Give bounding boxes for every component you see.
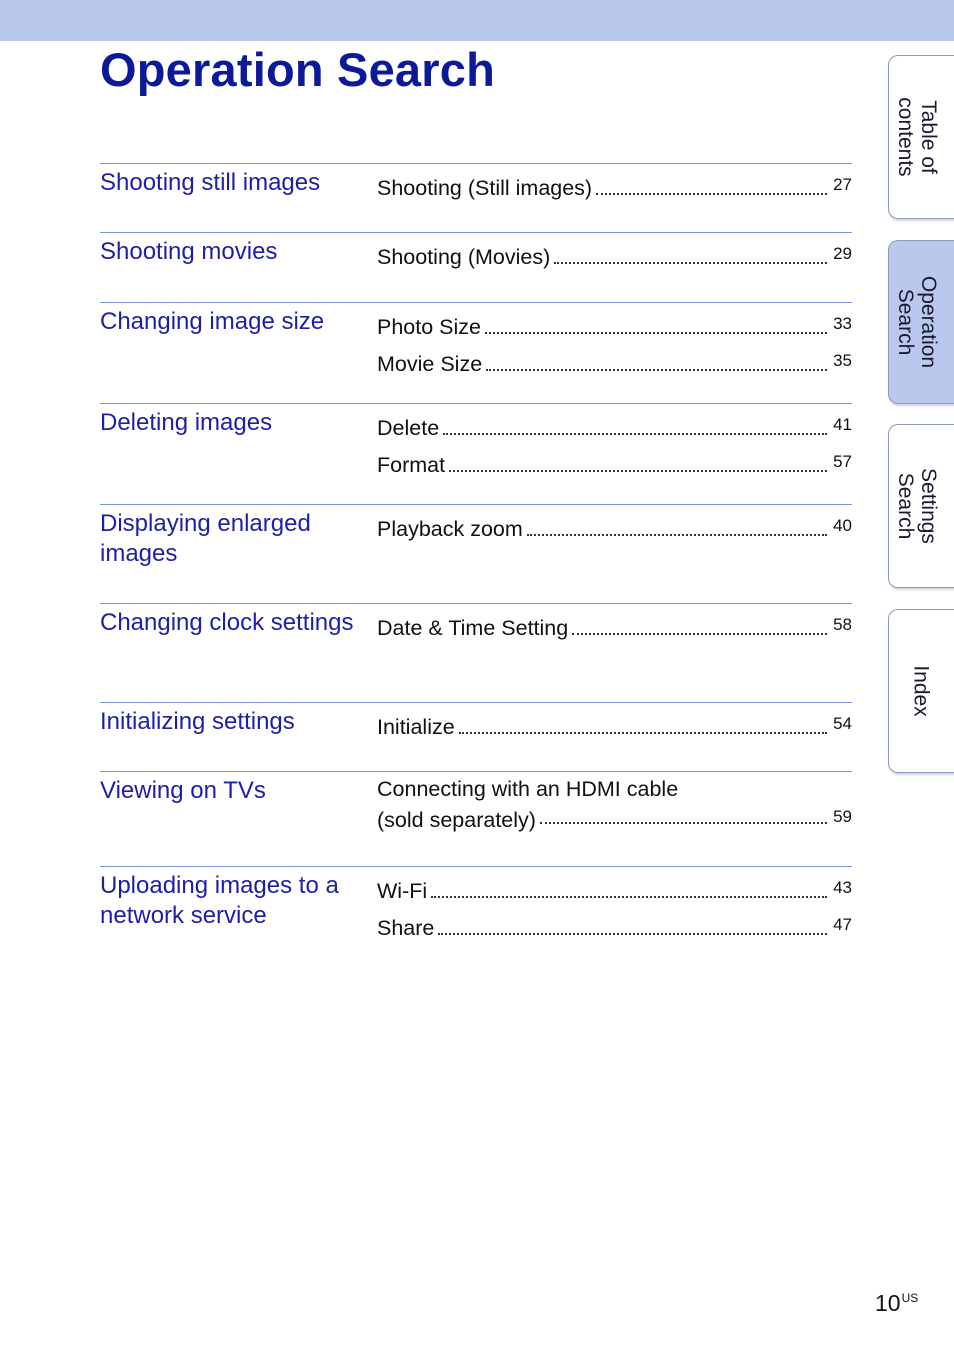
entry-page: 57 bbox=[833, 452, 852, 471]
topic-label[interactable]: Initializing settings bbox=[100, 708, 295, 735]
leader-dots bbox=[486, 368, 827, 371]
entry-label-continued bbox=[377, 803, 852, 834]
entry-page: 47 bbox=[833, 915, 852, 934]
entry-link[interactable] bbox=[377, 776, 852, 834]
entry-link[interactable] bbox=[377, 168, 852, 205]
page-number-suffix: US bbox=[901, 1291, 919, 1305]
entry-label: Shooting (Still images) bbox=[377, 176, 593, 200]
entry-page: 41 bbox=[833, 415, 852, 434]
leader-dots bbox=[596, 192, 827, 195]
entry-link[interactable] bbox=[377, 871, 852, 908]
leader-dots bbox=[485, 331, 827, 334]
topic-label[interactable]: Viewing on TVs bbox=[100, 777, 266, 804]
entry-page: 40 bbox=[833, 516, 852, 535]
entry-link[interactable] bbox=[377, 908, 852, 945]
entry-page: 35 bbox=[833, 351, 852, 370]
entry-page: 58 bbox=[833, 615, 852, 634]
tab-operation-search[interactable] bbox=[888, 240, 954, 404]
entry-label: Delete bbox=[377, 416, 440, 440]
topic-label[interactable]: Displaying enlarged images bbox=[100, 510, 311, 567]
tab-label: Table of contents bbox=[893, 97, 940, 177]
tab-label: Operation Search bbox=[893, 275, 940, 369]
entry-page: 43 bbox=[833, 878, 852, 897]
leader-dots bbox=[540, 821, 827, 824]
table-row bbox=[100, 302, 852, 376]
entry-link[interactable] bbox=[377, 707, 852, 744]
entry-label: Date & Time Setting bbox=[377, 616, 569, 640]
entry-link[interactable] bbox=[377, 608, 852, 645]
tab-index[interactable] bbox=[888, 609, 954, 773]
table-row bbox=[100, 403, 852, 477]
table-row bbox=[100, 504, 852, 567]
topic-label[interactable]: Changing image size bbox=[100, 308, 325, 335]
table-row bbox=[100, 232, 852, 269]
table-row bbox=[100, 603, 852, 640]
entry-label: Share bbox=[377, 916, 435, 940]
entry-link[interactable] bbox=[377, 445, 852, 482]
entry-page: 54 bbox=[833, 714, 852, 733]
leader-dots bbox=[449, 469, 827, 472]
topic-label[interactable]: Changing clock settings bbox=[100, 609, 354, 636]
entry-link[interactable] bbox=[377, 237, 852, 274]
entry-list bbox=[377, 608, 852, 645]
leader-dots bbox=[572, 632, 827, 635]
leader-dots bbox=[527, 533, 827, 536]
tab-label: Index bbox=[909, 665, 932, 717]
entry-label: Shooting (Movies) bbox=[377, 245, 551, 269]
table-row bbox=[100, 771, 852, 832]
entry-link[interactable] bbox=[377, 509, 852, 546]
entry-label: Movie Size bbox=[377, 352, 483, 376]
entry-label: Connecting with an HDMI cable bbox=[377, 777, 679, 801]
entry-label: Wi-Fi bbox=[377, 879, 428, 903]
table-row bbox=[100, 163, 852, 200]
entry-label-line2: (sold separately) bbox=[377, 808, 536, 832]
entry-link[interactable] bbox=[377, 408, 852, 445]
tab-settings-search[interactable] bbox=[888, 424, 954, 588]
leader-dots bbox=[459, 731, 827, 734]
leader-dots bbox=[443, 432, 827, 435]
page-title: Operation Search bbox=[100, 43, 495, 96]
tab-label: Settings Search bbox=[893, 468, 940, 544]
entry-page: 27 bbox=[833, 175, 852, 194]
table-row bbox=[100, 702, 852, 739]
entry-label: Format bbox=[377, 453, 446, 477]
entry-page: 33 bbox=[833, 314, 852, 333]
header-band bbox=[0, 0, 954, 41]
entry-list bbox=[377, 168, 852, 205]
topic-label[interactable]: Shooting still images bbox=[100, 169, 321, 196]
entry-label: Initialize bbox=[377, 715, 455, 739]
entry-list bbox=[377, 707, 852, 744]
entry-link[interactable] bbox=[377, 344, 852, 381]
leader-dots bbox=[438, 932, 827, 935]
tab-table-of-contents[interactable] bbox=[888, 55, 954, 219]
entry-label: Playback zoom bbox=[377, 517, 523, 541]
table-row bbox=[100, 866, 852, 940]
entry-list bbox=[377, 871, 852, 945]
entry-label: Photo Size bbox=[377, 315, 481, 339]
topic-label[interactable]: Shooting movies bbox=[100, 238, 278, 265]
page-number-value: 10 bbox=[875, 1290, 901, 1316]
entry-link[interactable] bbox=[377, 307, 852, 344]
leader-dots bbox=[431, 895, 827, 898]
entry-page: 29 bbox=[833, 244, 852, 263]
entry-list bbox=[377, 237, 852, 274]
leader-dots bbox=[554, 261, 827, 264]
topic-label[interactable]: Uploading images to a network service bbox=[100, 872, 339, 929]
entry-list bbox=[377, 408, 852, 482]
entry-list bbox=[377, 776, 852, 834]
entry-list bbox=[377, 509, 852, 546]
topic-label[interactable]: Deleting images bbox=[100, 409, 273, 436]
entry-list bbox=[377, 307, 852, 381]
page-number bbox=[875, 1290, 918, 1317]
entry-page: 59 bbox=[833, 807, 852, 826]
